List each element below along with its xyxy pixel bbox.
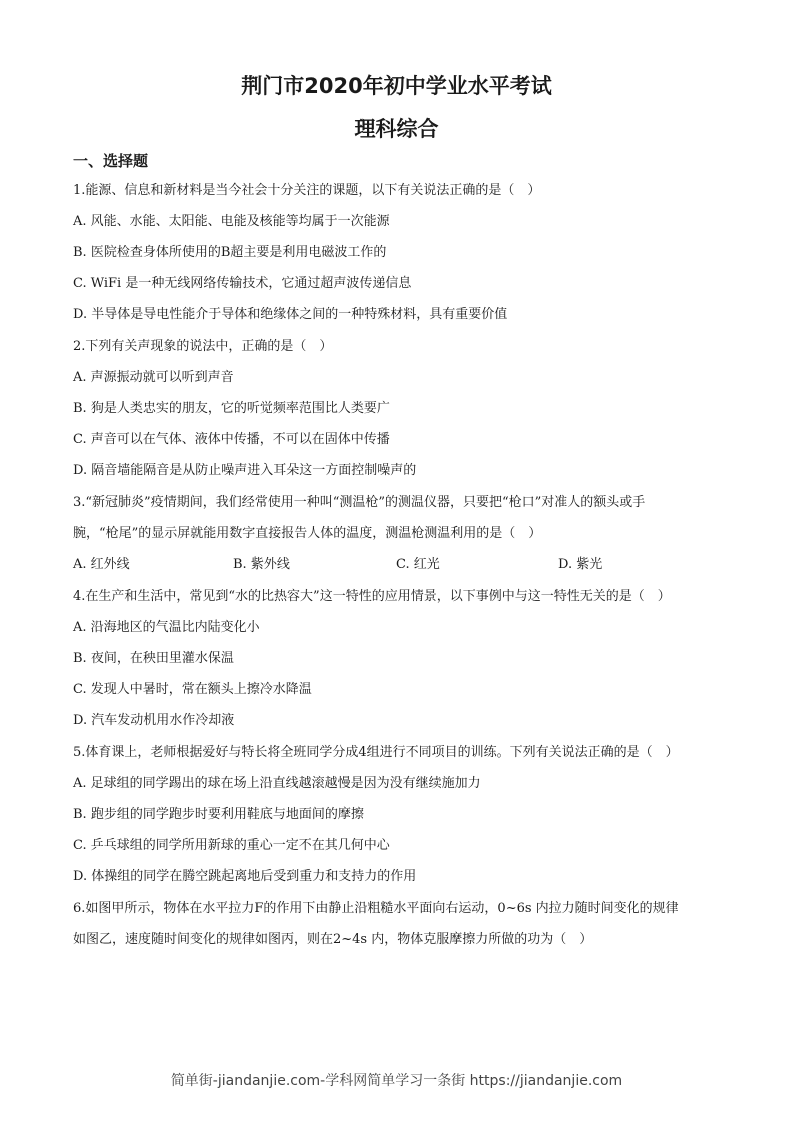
page-title: 荆门市2020年初中学业水平考试 xyxy=(241,74,552,98)
q5-stem: 5.体育课上，老师根据爱好与特长将全班同学分成4组进行不同项目的训练。下列有关说法正确的是（ ） xyxy=(73,745,679,760)
q3-option-c: C. 红光 xyxy=(396,557,440,572)
q1-option-b: B. 医院检查身体所使用的B超主要是利用电磁波工作的 xyxy=(73,245,387,260)
q3-stem-line1: 3.“新冠肺炎”疫情期间，我们经常使用一种叫“测温枪”的测温仪器，只要把“枪口”对准人的额头或手 xyxy=(73,495,646,510)
q4-stem: 4.在生产和生活中，常见到“水的比热容大”这一特性的应用情景，以下事例中与这一特性无关的是（ ） xyxy=(73,589,671,604)
page-footer: 简单街-jiandanjie.com-学科网简单学习一条街 https://jiandanjie.com xyxy=(170,1073,623,1089)
q2-option-a: A. 声源振动就可以听到声音 xyxy=(73,370,234,385)
q4-option-d: D. 汽车发动机用水作冷却液 xyxy=(73,713,235,728)
q3-options-row xyxy=(73,556,723,574)
q2-option-d: D. 隔音墙能隔音是从防止噪声进入耳朵这一方面控制噪声的 xyxy=(73,463,417,478)
q4-option-a: A. 沿海地区的气温比内陆变化小 xyxy=(73,620,260,635)
section-heading: 一、选择题 xyxy=(73,152,149,170)
q1-stem: 1.能源、信息和新材料是当今社会十分关注的课题，以下有关说法正确的是（ ） xyxy=(73,183,541,198)
q5-option-b: B. 跑步组的同学跑步时要利用鞋底与地面间的摩擦 xyxy=(73,807,364,822)
q2-option-b: B. 狗是人类忠实的朋友，它的听觉频率范围比人类要广 xyxy=(73,401,390,416)
q1-option-a: A. 风能、水能、太阳能、电能及核能等均属于一次能源 xyxy=(73,214,390,229)
q3-stem-line2: 腕，“枪尾”的显示屏就能用数字直接报告人体的温度，测温枪测温利用的是（ ） xyxy=(73,526,542,541)
q4-option-b: B. 夜间，在秧田里灌水保温 xyxy=(73,651,234,666)
q6-stem-line1: 6.如图甲所示，物体在水平拉力F的作用下由静止沿粗糙水平面向右运动，0~6s 内拉力随时间变化的规律 xyxy=(73,901,679,916)
q5-option-d: D. 体操组的同学在腾空跳起离地后受到重力和支持力的作用 xyxy=(73,869,417,884)
q3-option-a: A. 红外线 xyxy=(73,557,130,572)
q1-option-d: D. 半导体是导电性能介于导体和绝缘体之间的一种特殊材料，具有重要价值 xyxy=(73,307,508,322)
q2-option-c: C. 声音可以在气体、液体中传播，不可以在固体中传播 xyxy=(73,432,390,447)
q6-stem-line2: 如图乙，速度随时间变化的规律如图丙，则在2~4s 内，物体克服摩擦力所做的功为（ ） xyxy=(73,932,593,947)
q2-stem: 2.下列有关声现象的说法中，正确的是（ ） xyxy=(73,339,333,354)
q5-option-a: A. 足球组的同学踢出的球在场上沿直线越滚越慢是因为没有继续施加力 xyxy=(73,776,481,791)
q1-option-c: C. WiFi 是一种无线网络传输技术，它通过超声波传递信息 xyxy=(73,276,412,291)
page-subtitle: 理科综合 xyxy=(354,117,439,141)
q4-option-c: C. 发现人中暑时，常在额头上擦冷水降温 xyxy=(73,682,312,697)
q5-option-c: C. 乒乓球组的同学所用新球的重心一定不在其几何中心 xyxy=(73,838,390,853)
q3-option-b: B. 紫外线 xyxy=(233,557,290,572)
q3-option-d: D. 紫光 xyxy=(558,557,603,572)
